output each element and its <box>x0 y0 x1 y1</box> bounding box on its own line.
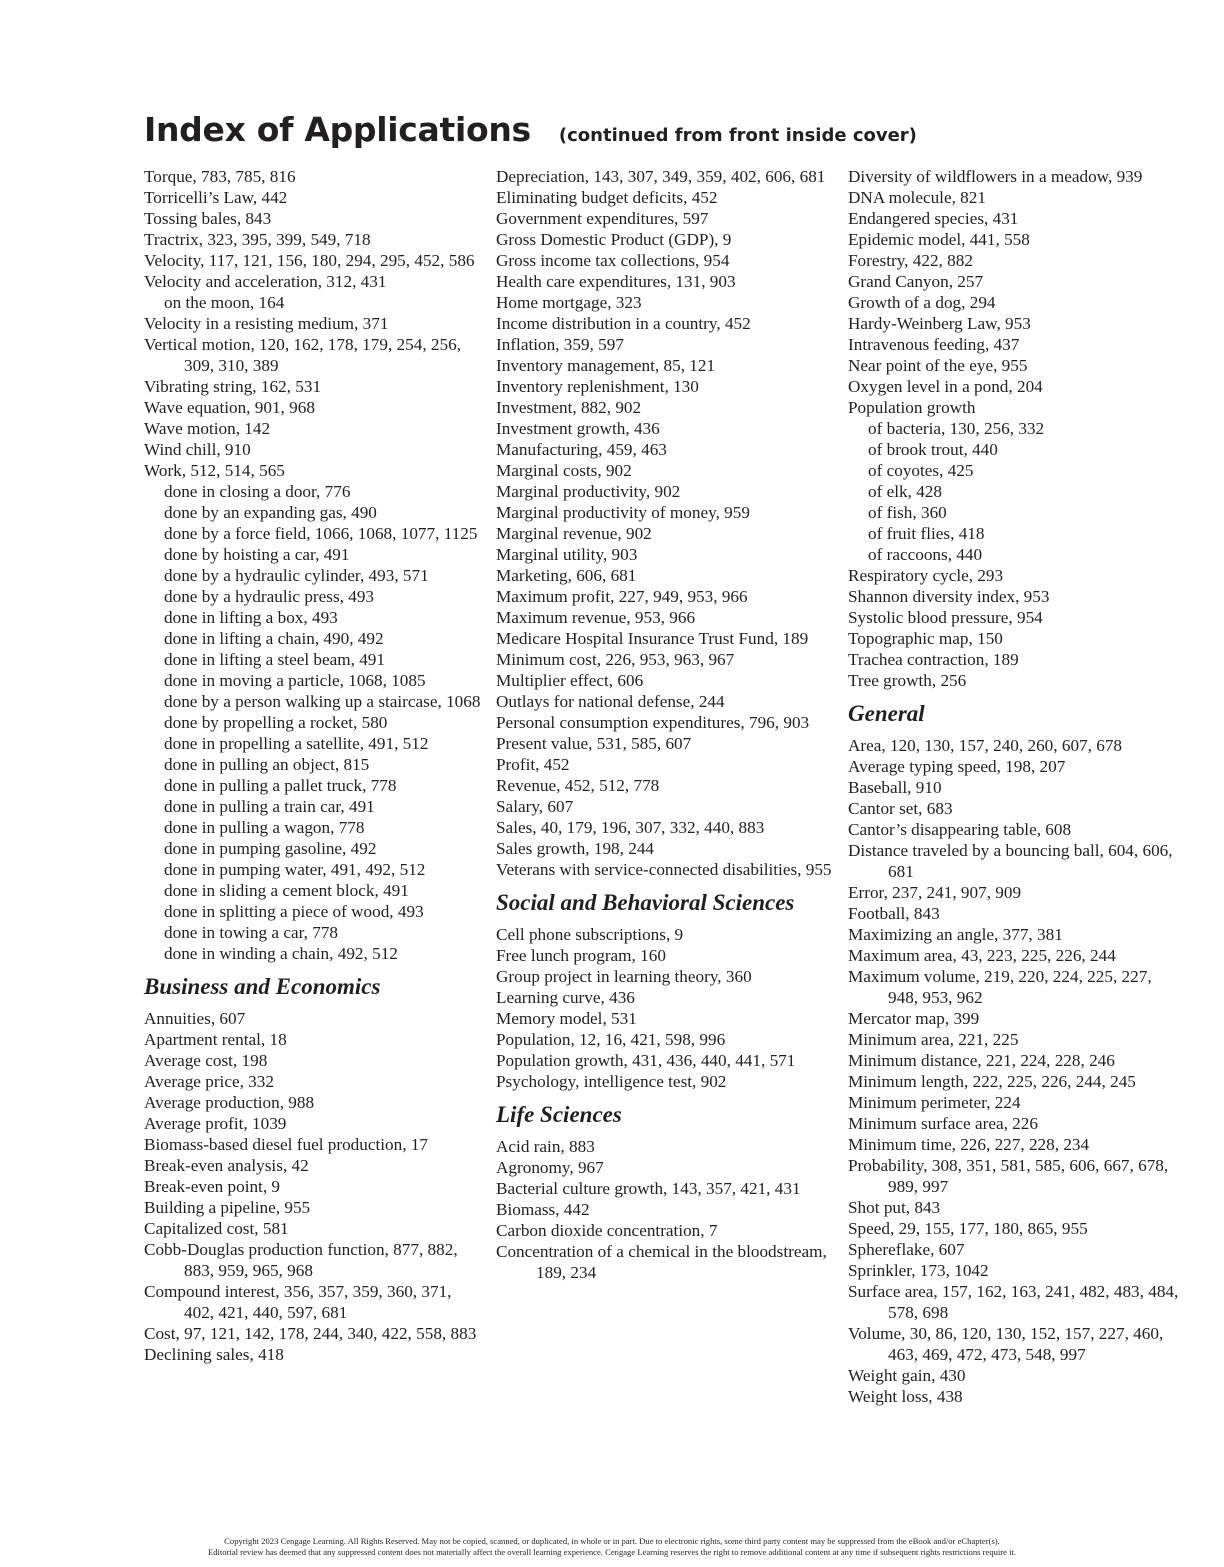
index-entry: Growth of a dog, 294 <box>848 293 996 312</box>
index-entry: Population growth <box>848 398 976 417</box>
copyright-line-2: Editorial review has deemed that any suppressed content does not materially affect the overall learning experience. Cengage Learning reserves the right to remove additional content at any time if subsequent rights restrictions require it. <box>207 1547 1017 1557</box>
index-entry: Marginal productivity of money, 959 <box>496 503 750 522</box>
index-entry: Baseball, 910 <box>848 778 942 797</box>
index-entry: Marketing, 606, 681 <box>496 566 637 585</box>
index-entry: Declining sales, 418 <box>144 1345 284 1364</box>
index-entry: Average typing speed, 198, 207 <box>848 757 1066 776</box>
index-entry: Break-even analysis, 42 <box>144 1156 309 1175</box>
index-entry: Minimum distance, 221, 224, 228, 246 <box>848 1051 1115 1070</box>
index-subentry: done in sliding a cement block, 491 <box>164 881 409 900</box>
index-column-1 <box>144 166 484 1365</box>
index-entry: Shot put, 843 <box>848 1198 941 1217</box>
index-entry: Investment growth, 436 <box>496 419 660 438</box>
index-entry: Gross income tax collections, 954 <box>496 251 730 270</box>
index-entry: Tractrix, 323, 395, 399, 549, 718 <box>144 230 371 249</box>
index-entry: Cobb-Douglas production function, 877, 882, 883, 959, 965, 968 <box>144 1240 458 1280</box>
index-subentry: done in pulling a train car, 491 <box>164 797 375 816</box>
index-entry: Carbon dioxide concentration, 7 <box>496 1221 718 1240</box>
index-entry: Home mortgage, 323 <box>496 293 642 312</box>
index-entry: Multiplier effect, 606 <box>496 671 644 690</box>
index-subentry: of coyotes, 425 <box>868 461 974 480</box>
index-entry: Maximum profit, 227, 949, 953, 966 <box>496 587 748 606</box>
index-entry: Wind chill, 910 <box>144 440 251 459</box>
index-entry: Diversity of wildflowers in a meadow, 939 <box>848 167 1143 186</box>
index-entry: Volume, 30, 86, 120, 130, 152, 157, 227, 460, 463, 469, 472, 473, 548, 997 <box>848 1324 1164 1364</box>
index-subentry: of fruit flies, 418 <box>868 524 985 543</box>
index-entry: Near point of the eye, 955 <box>848 356 1028 375</box>
index-subentry: done by a hydraulic cylinder, 493, 571 <box>164 566 429 585</box>
index-entry: Maximum revenue, 953, 966 <box>496 608 696 627</box>
index-entry: Velocity, 117, 121, 156, 180, 294, 295, 452, 586 <box>144 251 475 270</box>
index-entry: Personal consumption expenditures, 796, 903 <box>496 713 810 732</box>
index-entry: Biomass, 442 <box>496 1200 590 1219</box>
index-entry: Sprinkler, 173, 1042 <box>848 1261 989 1280</box>
section-heading: General <box>848 701 925 726</box>
index-subentry: of bacteria, 130, 256, 332 <box>868 419 1045 438</box>
index-entry: Inflation, 359, 597 <box>496 335 624 354</box>
index-entry: DNA molecule, 821 <box>848 188 986 207</box>
index-entry: Marginal costs, 902 <box>496 461 632 480</box>
index-entry: Manufacturing, 459, 463 <box>496 440 667 459</box>
index-entry: Minimum surface area, 226 <box>848 1114 1038 1133</box>
index-entry: Respiratory cycle, 293 <box>848 566 1004 585</box>
index-subentry: done by propelling a rocket, 580 <box>164 713 388 732</box>
index-entry: Salary, 607 <box>496 797 574 816</box>
index-entry: Weight loss, 438 <box>848 1387 963 1406</box>
index-entry: Minimum perimeter, 224 <box>848 1093 1021 1112</box>
index-entry: Eliminating budget deficits, 452 <box>496 188 718 207</box>
index-entry: Profit, 452 <box>496 755 570 774</box>
copyright-line-1: Copyright 2023 Cengage Learning. All Rights Reserved. May not be copied, scanned, or duplicated, in whole or in part. Due to electronic rights, some third party content may be suppressed from the eBook and/or eChapter(s). <box>224 1536 1000 1546</box>
index-entry: Inventory replenishment, 130 <box>496 377 699 396</box>
index-subentry: on the moon, 164 <box>164 293 285 312</box>
index-entry: Shannon diversity index, 953 <box>848 587 1050 606</box>
index-entry: Weight gain, 430 <box>848 1366 966 1385</box>
index-entry: Population, 12, 16, 421, 598, 996 <box>496 1030 726 1049</box>
index-entry: Concentration of a chemical in the bloodstream, 189, 234 <box>496 1242 827 1282</box>
index-entry: Cell phone subscriptions, 9 <box>496 925 684 944</box>
index-entry: Torricelli’s Law, 442 <box>144 188 288 207</box>
index-subentry: done in moving a particle, 1068, 1085 <box>164 671 426 690</box>
index-column-2 <box>496 166 836 1283</box>
index-entry: Mercator map, 399 <box>848 1009 980 1028</box>
index-entry: Endangered species, 431 <box>848 209 1019 228</box>
index-entry: Surface area, 157, 162, 163, 241, 482, 483, 484, 578, 698 <box>848 1282 1179 1322</box>
index-entry: Cost, 97, 121, 142, 178, 244, 340, 422, 558, 883 <box>144 1324 477 1343</box>
index-entry: Minimum cost, 226, 953, 963, 967 <box>496 650 735 669</box>
index-subentry: done in lifting a box, 493 <box>164 608 338 627</box>
index-entry: Government expenditures, 597 <box>496 209 709 228</box>
index-entry: Average profit, 1039 <box>144 1114 287 1133</box>
index-entry: Torque, 783, 785, 816 <box>144 167 296 186</box>
index-entry: Probability, 308, 351, 581, 585, 606, 667, 678, 989, 997 <box>848 1156 1169 1196</box>
index-entry: Sphereflake, 607 <box>848 1240 965 1259</box>
index-entry: Maximum volume, 219, 220, 224, 225, 227, 948, 953, 962 <box>848 967 1152 1007</box>
index-subentry: done by a hydraulic press, 493 <box>164 587 375 606</box>
index-entry: Area, 120, 130, 157, 240, 260, 607, 678 <box>848 736 1123 755</box>
index-entry: Tree growth, 256 <box>848 671 967 690</box>
index-subentry: done by an expanding gas, 490 <box>164 503 377 522</box>
index-entry: Topographic map, 150 <box>848 629 1003 648</box>
index-entry: Grand Canyon, 257 <box>848 272 984 291</box>
index-subentry: done by a force field, 1066, 1068, 1077, 1125 <box>164 524 478 543</box>
index-subentry: done in pulling a wagon, 778 <box>164 818 365 837</box>
index-entry: Group project in learning theory, 360 <box>496 967 752 986</box>
index-entry: Vertical motion, 120, 162, 178, 179, 254, 256, 309, 310, 389 <box>144 335 461 375</box>
index-entry: Epidemic model, 441, 558 <box>848 230 1030 249</box>
index-entry: Minimum area, 221, 225 <box>848 1030 1019 1049</box>
index-entry: Annuities, 607 <box>144 1009 246 1028</box>
index-subentry: done in pumping water, 491, 492, 512 <box>164 860 426 879</box>
index-entry: Forestry, 422, 882 <box>848 251 973 270</box>
index-entry: Psychology, intelligence test, 902 <box>496 1072 727 1091</box>
index-subentry: done in winding a chain, 492, 512 <box>164 944 398 963</box>
index-entry: Average price, 332 <box>144 1072 274 1091</box>
page-title-row <box>144 110 917 149</box>
index-entry: Oxygen level in a pond, 204 <box>848 377 1043 396</box>
index-subentry: done in lifting a chain, 490, 492 <box>164 629 384 648</box>
index-entry: Velocity and acceleration, 312, 431 <box>144 272 387 291</box>
section-heading: Business and Economics <box>144 974 381 999</box>
index-entry: Veterans with service-connected disabilities, 955 <box>496 860 832 879</box>
index-subentry: done in towing a car, 778 <box>164 923 339 942</box>
index-entry: Marginal utility, 903 <box>496 545 638 564</box>
index-entry: Cantor’s disappearing table, 608 <box>848 820 1072 839</box>
index-entry: Marginal productivity, 902 <box>496 482 681 501</box>
index-entry: Systolic blood pressure, 954 <box>848 608 1043 627</box>
index-subentry: of elk, 428 <box>868 482 942 501</box>
index-entry: Trachea contraction, 189 <box>848 650 1019 669</box>
index-entry: Vibrating string, 162, 531 <box>144 377 322 396</box>
index-column-3 <box>848 166 1184 1407</box>
index-entry: Medicare Hospital Insurance Trust Fund, 189 <box>496 629 809 648</box>
index-entry: Apartment rental, 18 <box>144 1030 287 1049</box>
index-entry: Wave equation, 901, 968 <box>144 398 315 417</box>
index-entry: Present value, 531, 585, 607 <box>496 734 692 753</box>
index-entry: Minimum length, 222, 225, 226, 244, 245 <box>848 1072 1136 1091</box>
index-entry: Average production, 988 <box>144 1093 315 1112</box>
page-title: Index of Applications <box>144 110 531 149</box>
section-heading: Life Sciences <box>496 1102 622 1127</box>
index-entry: Cantor set, 683 <box>848 799 953 818</box>
index-subentry: of fish, 360 <box>868 503 947 522</box>
index-entry: Outlays for national defense, 244 <box>496 692 725 711</box>
index-entry: Hardy-Weinberg Law, 953 <box>848 314 1031 333</box>
index-entry: Distance traveled by a bouncing ball, 604, 606, 681 <box>848 841 1173 881</box>
index-entry: Work, 512, 514, 565 <box>144 461 285 480</box>
index-entry: Revenue, 452, 512, 778 <box>496 776 660 795</box>
index-entry: Speed, 29, 155, 177, 180, 865, 955 <box>848 1219 1088 1238</box>
index-subentry: done in pulling an object, 815 <box>164 755 370 774</box>
index-subentry: done in splitting a piece of wood, 493 <box>164 902 424 921</box>
copyright-footer <box>0 1536 1224 1558</box>
index-entry: Sales growth, 198, 244 <box>496 839 655 858</box>
index-entry: Minimum time, 226, 227, 228, 234 <box>848 1135 1090 1154</box>
page-subtitle: (continued from front inside cover) <box>558 125 917 146</box>
index-subentry: of brook trout, 440 <box>868 440 998 459</box>
index-entry: Inventory management, 85, 121 <box>496 356 716 375</box>
index-entry: Sales, 40, 179, 196, 307, 332, 440, 883 <box>496 818 765 837</box>
index-subentry: done in pumping gasoline, 492 <box>164 839 377 858</box>
index-entry: Bacterial culture growth, 143, 357, 421, 431 <box>496 1179 801 1198</box>
index-entry: Average cost, 198 <box>144 1051 268 1070</box>
index-entry: Compound interest, 356, 357, 359, 360, 371, 402, 421, 440, 597, 681 <box>144 1282 452 1322</box>
index-subentry: done in lifting a steel beam, 491 <box>164 650 385 669</box>
index-entry: Break-even point, 9 <box>144 1177 281 1196</box>
index-entry: Marginal revenue, 902 <box>496 524 652 543</box>
index-subentry: done by a person walking up a staircase, 1068 <box>164 692 481 711</box>
index-entry: Income distribution in a country, 452 <box>496 314 751 333</box>
index-entry: Depreciation, 143, 307, 349, 359, 402, 606, 681 <box>496 167 826 186</box>
index-entry: Capitalized cost, 581 <box>144 1219 289 1238</box>
index-entry: Acid rain, 883 <box>496 1137 595 1156</box>
index-entry: Error, 237, 241, 907, 909 <box>848 883 1022 902</box>
index-entry: Gross Domestic Product (GDP), 9 <box>496 230 732 249</box>
index-entry: Intravenous feeding, 437 <box>848 335 1020 354</box>
index-subentry: done by hoisting a car, 491 <box>164 545 350 564</box>
index-entry: Wave motion, 142 <box>144 419 271 438</box>
index-subentry: done in propelling a satellite, 491, 512 <box>164 734 429 753</box>
index-entry: Tossing bales, 843 <box>144 209 272 228</box>
index-entry: Learning curve, 436 <box>496 988 635 1007</box>
section-heading: Social and Behavioral Sciences <box>496 890 795 915</box>
index-entry: Maximizing an angle, 377, 381 <box>848 925 1063 944</box>
index-entry: Investment, 882, 902 <box>496 398 642 417</box>
index-subentry: done in pulling a pallet truck, 778 <box>164 776 397 795</box>
index-entry: Health care expenditures, 131, 903 <box>496 272 736 291</box>
index-entry: Agronomy, 967 <box>496 1158 604 1177</box>
index-entry: Free lunch program, 160 <box>496 946 666 965</box>
index-entry: Building a pipeline, 955 <box>144 1198 311 1217</box>
index-subentry: of raccoons, 440 <box>868 545 983 564</box>
index-entry: Velocity in a resisting medium, 371 <box>144 314 389 333</box>
index-subentry: done in closing a door, 776 <box>164 482 351 501</box>
index-entry: Population growth, 431, 436, 440, 441, 571 <box>496 1051 796 1070</box>
index-entry: Maximum area, 43, 223, 225, 226, 244 <box>848 946 1116 965</box>
index-entry: Memory model, 531 <box>496 1009 637 1028</box>
index-entry: Football, 843 <box>848 904 940 923</box>
index-entry: Biomass-based diesel fuel production, 17 <box>144 1135 429 1154</box>
